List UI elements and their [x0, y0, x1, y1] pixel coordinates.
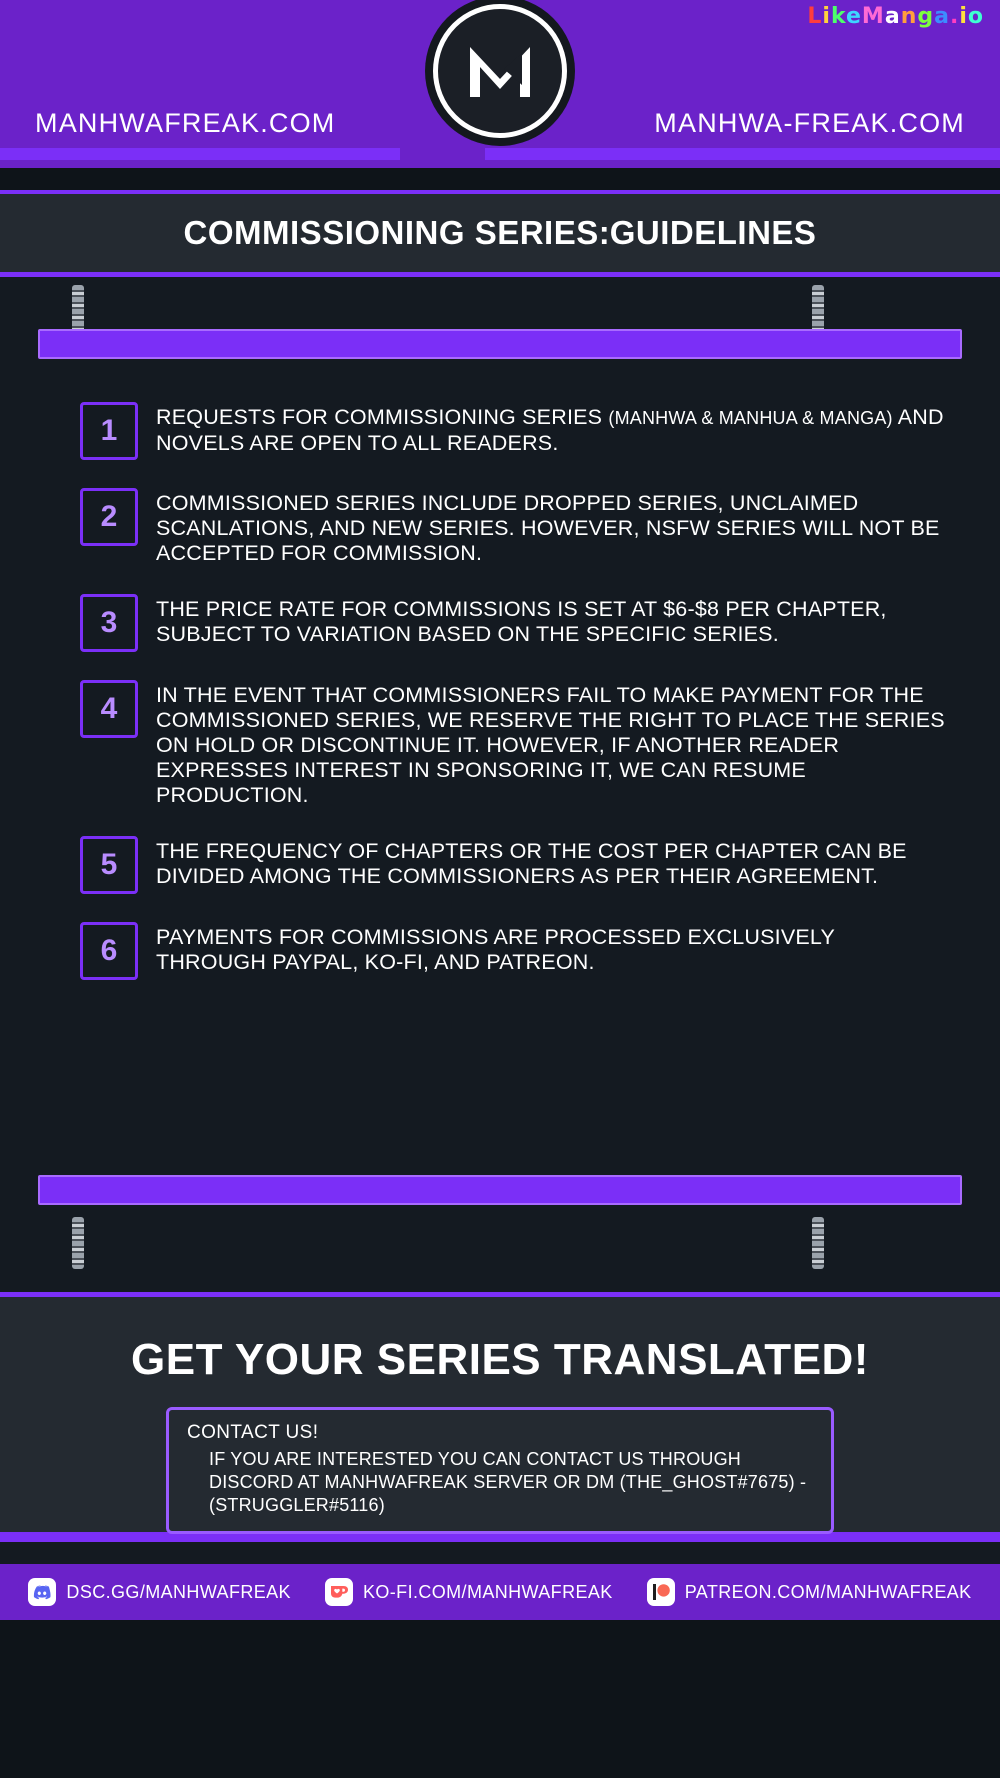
page-title-block	[0, 194, 1000, 277]
rules-list	[0, 402, 1000, 1008]
social-label: DSC.GG/MANHWAFREAK	[66, 1581, 291, 1602]
list-item	[0, 836, 1000, 894]
contact-details: IF YOU ARE INTERESTED YOU CAN CONTACT US THROUGH DISCORD AT MANHWAFREAK SERVER OR DM (THE_GHOST#7675) - (STRUGGLER#5116)	[209, 1449, 807, 1515]
header-underline-left	[0, 148, 400, 160]
chain-bottom-right	[812, 1217, 824, 1269]
rule-text: COMMISSIONED SERIES INCLUDE DROPPED SERIES, UNCLAIMED SCANLATIONS, AND NEW SERIES. HOWEVER, NSFW SERIES WILL NOT BE ACCEPTED FOR COMMISSION.	[156, 491, 940, 565]
page-title-separator: :	[598, 214, 610, 251]
chain-bottom-left	[72, 1217, 84, 1269]
rule-text: THE PRICE RATE FOR COMMISSIONS IS SET AT $6-$8 PER CHAPTER, SUBJECT TO VARIATION BASED ON THE SPECIFIC SERIES.	[156, 597, 887, 646]
header-underline-right	[485, 148, 1000, 160]
rule-text-part-b: AND NOVELS ARE OPEN TO ALL READERS.	[156, 405, 944, 455]
rule-text: IN THE EVENT THAT COMMISSIONERS FAIL TO MAKE PAYMENT FOR THE COMMISSIONED SERIES, WE RESERVE THE RIGHT TO PLACE THE SERIES ON HOLD OR DISCONTINUE IT. HOWEVER, IF ANOTHER READER EXPRESSES INTEREST IN SPONSORING IT, WE CAN RESUME PRODUCTION.	[156, 683, 945, 807]
rule-number: 2	[80, 488, 138, 546]
contact-heading: CONTACT US!	[187, 1422, 319, 1443]
list-item	[0, 488, 1000, 566]
divider-bar-bottom	[38, 1175, 962, 1205]
page-title-suffix: GUIDELINES	[609, 214, 817, 251]
social-bar	[0, 1564, 1000, 1620]
patreon-icon	[647, 1578, 675, 1606]
logo-m-icon	[464, 39, 536, 103]
rule-number: 3	[80, 594, 138, 652]
rule-text	[156, 402, 948, 456]
guidelines-body	[0, 277, 1000, 1292]
header-site-right: MANHWA-FREAK.COM	[654, 108, 965, 138]
rule-number: 5	[80, 836, 138, 894]
site-header	[0, 0, 1000, 168]
list-item	[0, 594, 1000, 652]
rule-text: PAYMENTS FOR COMMISSIONS ARE PROCESSED EXCLUSIVELY THROUGH PAYPAL, KO-FI, AND PATREON.	[156, 925, 835, 974]
rule-number: 4	[80, 680, 138, 738]
watermark-likemanga: LikeManga.io	[807, 4, 984, 29]
social-label: KO-FI.COM/MANHWAFREAK	[362, 1581, 613, 1602]
rule-text-part-a: REQUESTS FOR COMMISSIONING SERIES	[156, 405, 609, 429]
social-link-discord[interactable]	[28, 1578, 291, 1606]
header-gap-strip	[0, 168, 1000, 194]
rule-text-note: (MANHWA & MANHUA & MANGA)	[608, 408, 893, 428]
discord-icon	[28, 1578, 56, 1606]
page-title-main: COMMISSIONING SERIES	[183, 214, 599, 251]
header-site-left: MANHWAFREAK.COM	[35, 108, 336, 138]
rule-text: THE FREQUENCY OF CHAPTERS OR THE COST PER CHAPTER CAN BE DIVIDED AMONG THE COMMISSIONERS AS PER THEIR AGREEMENT.	[156, 839, 907, 888]
divider-bar-top	[38, 329, 962, 359]
social-link-patreon[interactable]	[647, 1578, 972, 1606]
list-item	[0, 922, 1000, 980]
kofi-icon	[325, 1578, 353, 1606]
page-title	[184, 214, 817, 252]
promo-section	[0, 1292, 1000, 1532]
header-inner	[0, 0, 1000, 168]
rule-number: 6	[80, 922, 138, 980]
manhwafreak-logo	[433, 4, 567, 138]
contact-box	[166, 1407, 834, 1534]
list-item	[0, 402, 1000, 460]
promo-title: GET YOUR SERIES TRANSLATED!	[131, 1335, 869, 1384]
list-item	[0, 680, 1000, 808]
promo-gap	[0, 1542, 1000, 1564]
rule-number: 1	[80, 402, 138, 460]
social-link-kofi[interactable]	[325, 1578, 613, 1606]
social-label: PATREON.COM/MANHWAFREAK	[684, 1581, 972, 1602]
